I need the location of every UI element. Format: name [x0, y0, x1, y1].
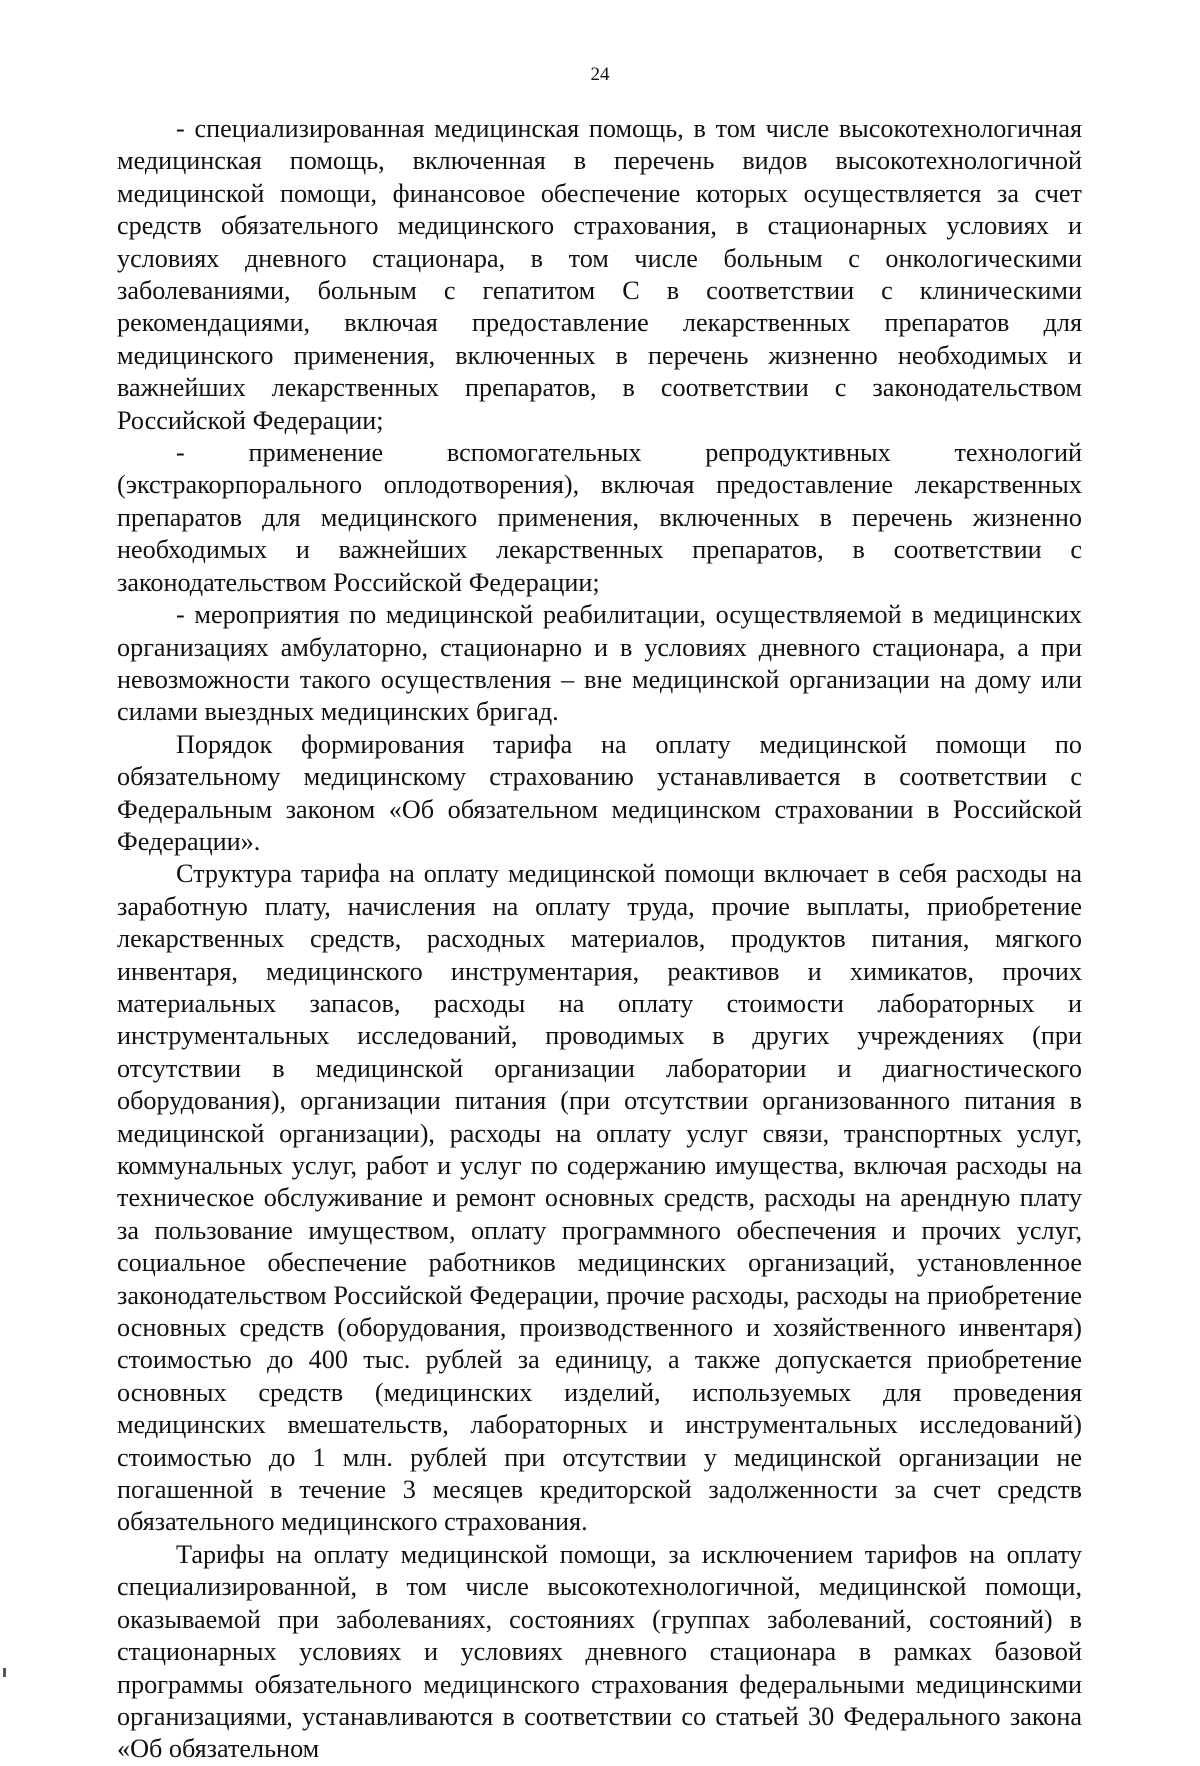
paragraph-reproductive-technologies: - применение вспомогательных репродуктивных технологий (экстракорпорального оплодотворения), включая предоставление лекарственных препаратов для медицинского применения, включенных в перечень жизненно необходимых и важнейших лекарственных препаратов, в соответствии с законодательством Российской Федерации;: [117, 438, 1082, 597]
page-number: 24: [590, 64, 610, 85]
paragraph-tariff-procedure: Порядок формирования тарифа на оплату медицинской помощи по обязательному медицинскому страхованию устанавливается в соответствии с Федеральным законом «Об обязательном медицинском страховании в Российской Федерации».: [117, 729, 1082, 856]
body-text: [117, 113, 1082, 1766]
paragraph-tariff-structure: Структура тарифа на оплату медицинской помощи включает в себя расходы на заработную плату, начисления на оплату труда, прочие выплаты, приобретение лекарственных средств, расходных материалов, продуктов питания, мягкого инвентаря, медицинского инструментария, реактивов и химикатов, прочих материальных запасов, расходы на оплату стоимости лабораторных и инструментальных исследований, проводимых в других учреждениях (при отсутствии в медицинской организации лаборатории и диагностического оборудования), организации питания (при отсутствии организованного питания в медицинской организации), расходы на оплату услуг связи, транспортных услуг, коммунальных услуг, работ и услуг по содержанию имущества, включая расходы на техническое обслуживание и ремонт основных средств, расходы на арендную плату за пользование имуществом, оплату программного обеспечения и прочих услуг, социальное обеспечение работников медицинских организаций, установленное законодательством Российской Федерации, прочие расходы, расходы на приобретение основных средств (оборудования, производственного и хозяйственного инвентаря) стоимостью до 400 тыс. рублей за единицу, а также допускается приобретение основных средств (медицинских изделий, используемых для проведения медицинских вмешательств, лабораторных и инструментальных исследований) стоимостью до 1 млн. рублей при отсутствии у медицинской организации не погашенной в течение 3 месяцев кредиторской задолженности за счет средств обязательного медицинского страхования.: [117, 859, 1082, 1537]
scan-edge-mark: [3, 1668, 6, 1677]
paragraph-specialized-care: - специализированная медицинская помощь, в том числе высокотехнологичная медицинская помощь, включенная в перечень видов высокотехнологичной медицинской помощи, финансовое обеспечение которых осуществляется за счет средств обязательного медицинского страхования, в стационарных условиях и условиях дневного стационара, в том числе больным с онкологическими заболеваниями, больным с гепатитом С в соответствии с клиническими рекомендациями, включая предоставление лекарственных препаратов для медицинского применения, включенных в перечень жизненно необходимых и важнейших лекарственных препаратов, в соответствии с законодательством Российской Федерации;: [117, 114, 1082, 435]
paragraph-medical-rehabilitation: - мероприятия по медицинской реабилитации, осуществляемой в медицинских организациях амбулаторно, стационарно и в условиях дневного стационара, а при невозможности такого осуществления – вне медицинской организации на дому или силами выездных медицинских бригад.: [117, 600, 1082, 727]
paragraph-tariffs-exceptions: Тарифы на оплату медицинской помощи, за исключением тарифов на оплату специализированной, в том числе высокотехнологичной, медицинской помощи, оказываемой при заболеваниях, состояниях (группах заболеваний, состояний) в стационарных условиях и условиях дневного стационара в рамках базовой программы обязательного медицинского страхования федеральными медицинскими организациями, устанавливаются в соответствии со статьей 30 Федерального закона «Об обязательном: [117, 1539, 1082, 1764]
